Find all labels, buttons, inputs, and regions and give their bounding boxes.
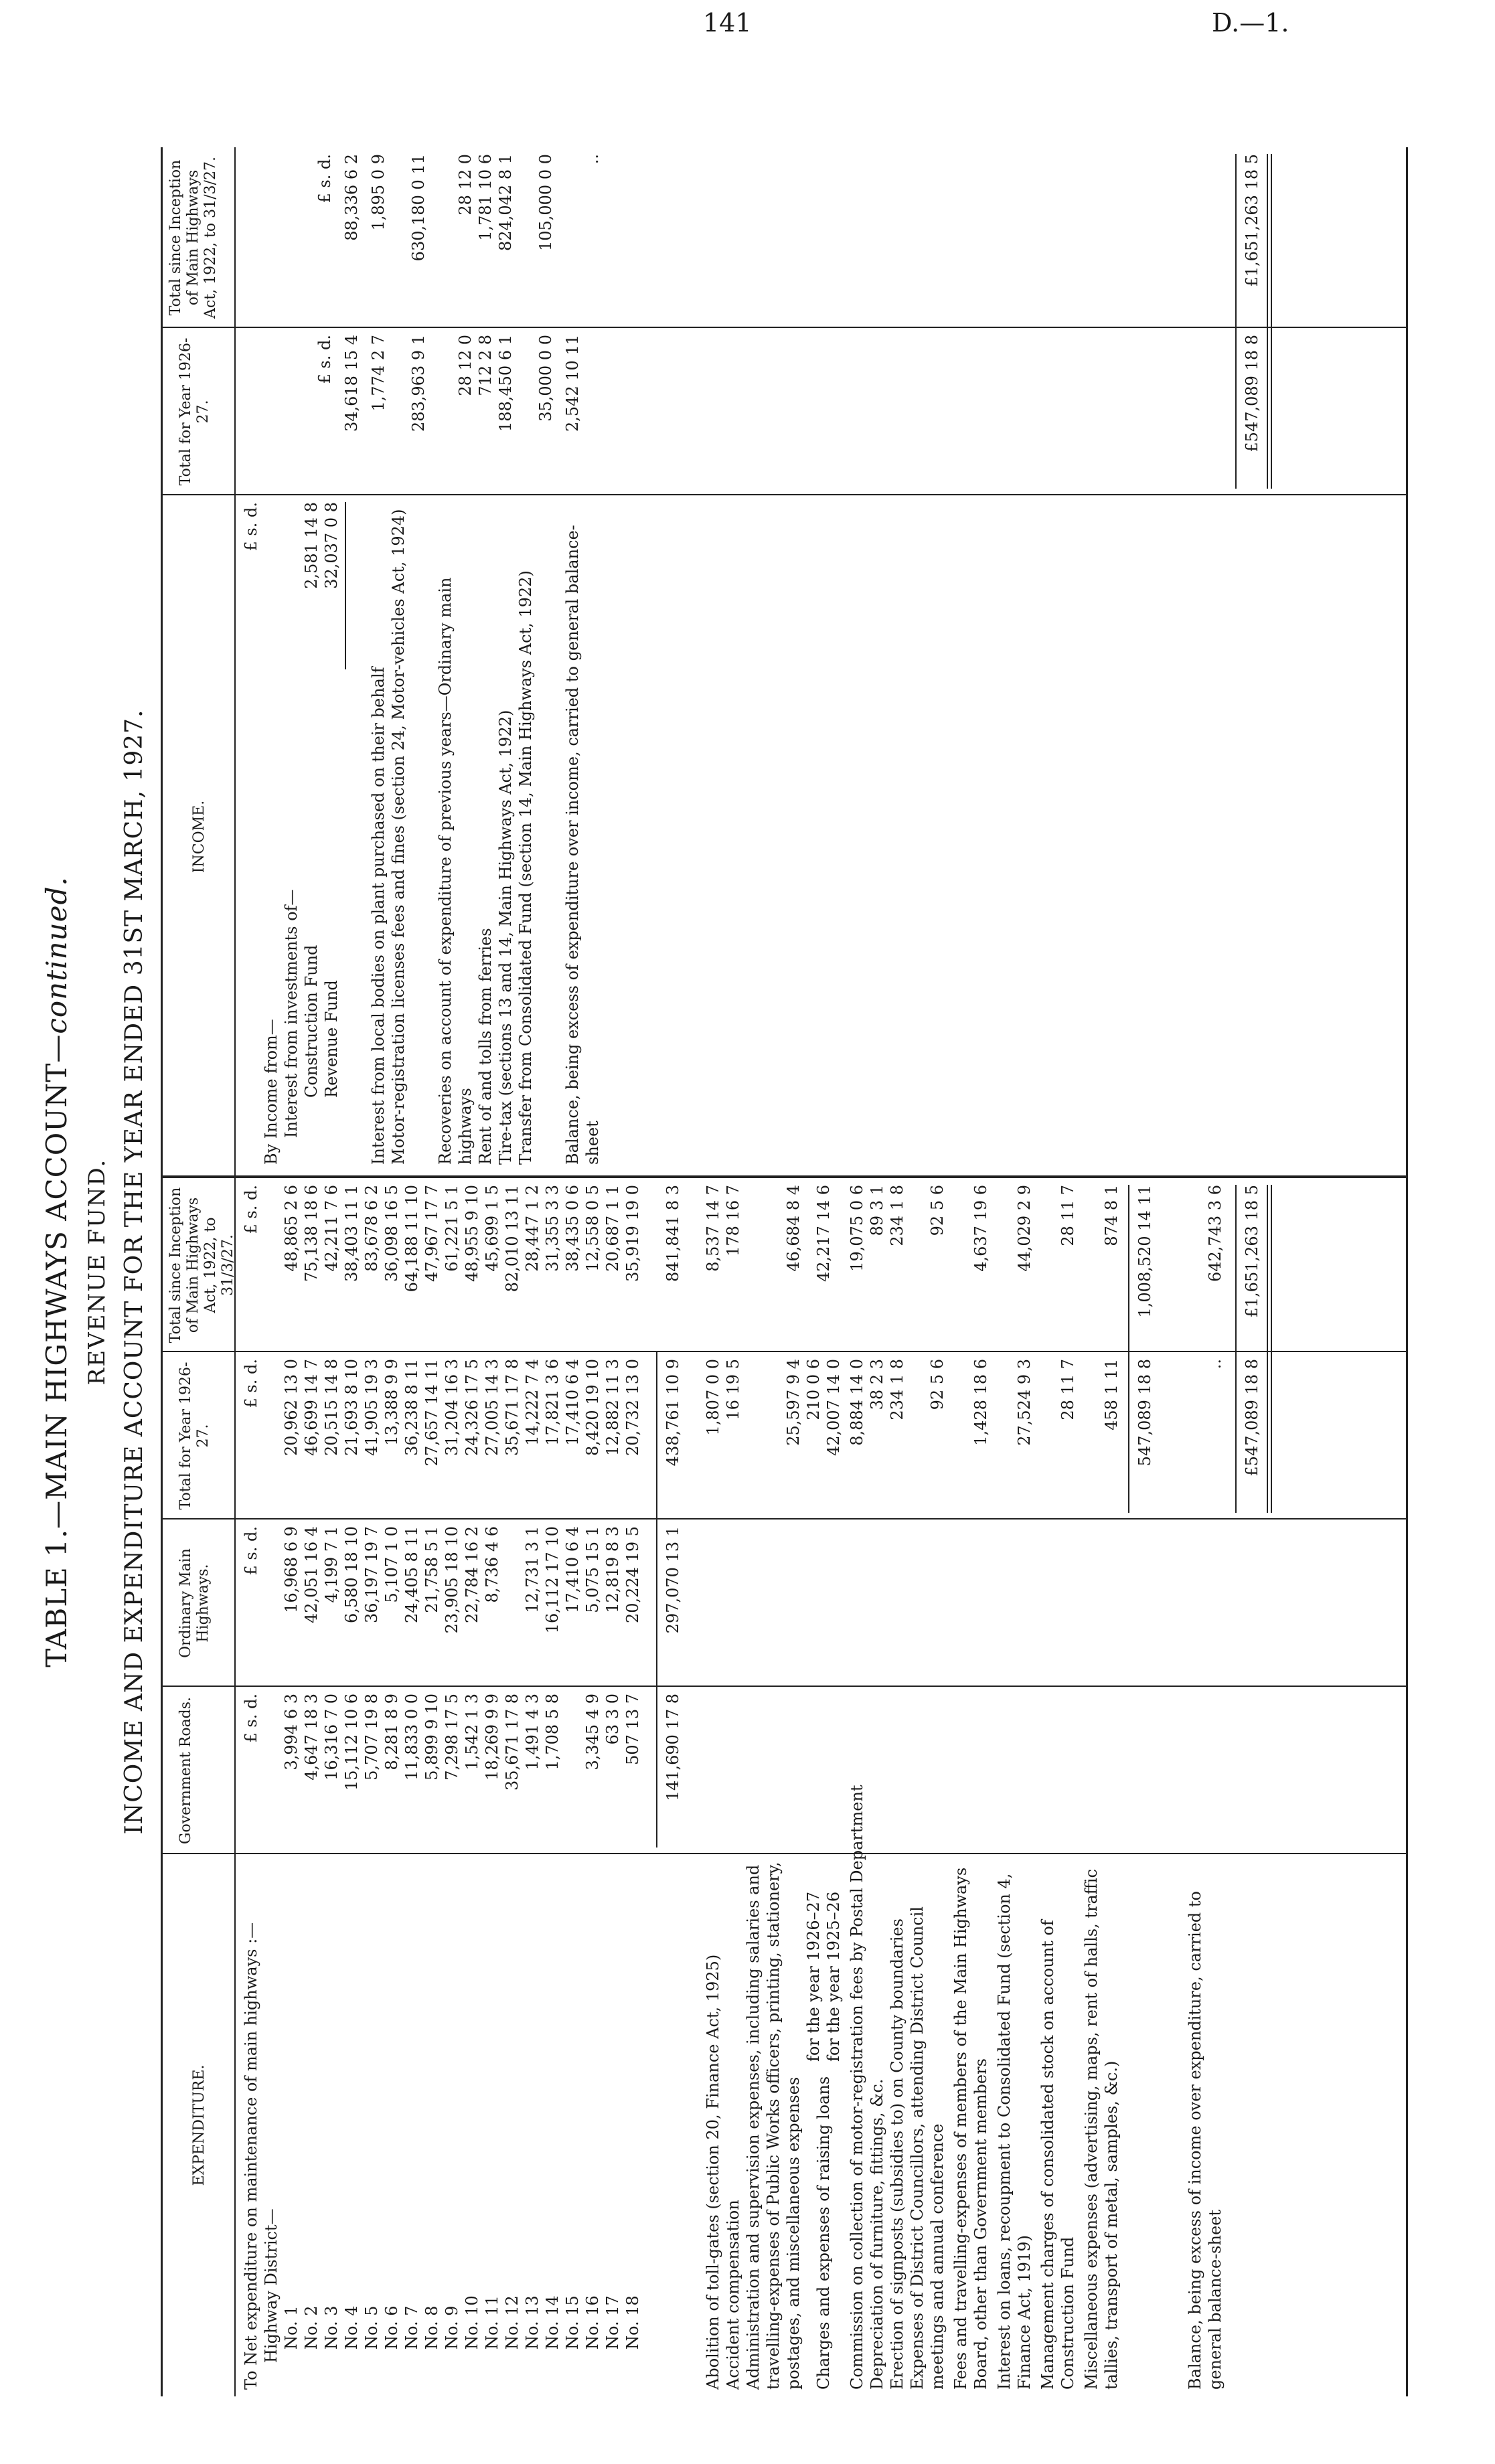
district-total-year: 27,657 14 11 — [422, 1359, 441, 1467]
income-column-header: INCOME. — [191, 800, 208, 874]
income-item-since: 824,042 8 1 — [496, 154, 515, 252]
district-ordinary-highways: 12,731 3 1 — [523, 1526, 542, 1613]
income-total-double-rule — [1267, 154, 1268, 489]
unit-header: £ s. d. — [242, 1185, 260, 1234]
district-ordinary-highways: 36,197 19 7 — [362, 1526, 381, 1624]
income-item-year: 2,542 10 11 — [563, 335, 582, 432]
district-total-year: 24,326 17 5 — [463, 1359, 481, 1457]
expenditure-item-since: 92 5 6 — [928, 1185, 947, 1236]
district-total-year: 12,882 11 3 — [603, 1359, 622, 1457]
district-total-since: 12,558 0 5 — [583, 1185, 602, 1272]
district-total-since: 38,435 0 6 — [563, 1185, 582, 1272]
district-ordinary-highways: 5,107 1 0 — [382, 1526, 401, 1603]
column-rule — [161, 494, 1406, 495]
district-government-roads: 1,708 5 8 — [543, 1694, 562, 1771]
district-government-roads: 1,542 1 3 — [463, 1694, 481, 1771]
expenditure-item-label: Commission on collection of motor-registration fees by Postal Department — [848, 1785, 866, 2390]
district-government-roads: 507 13 7 — [623, 1694, 642, 1765]
expenditure-item-since: 42,217 14 6 — [814, 1185, 833, 1283]
district-total-year: 13,388 9 9 — [382, 1359, 401, 1446]
income-item-year: 712 2 8 — [476, 335, 495, 396]
expenditure-item-year: 210 0 6 — [804, 1359, 823, 1420]
subtotal-ordinary: 297,070 13 1 — [663, 1526, 682, 1634]
income-item-year: 35,000 0 0 — [536, 335, 555, 422]
expenditure-item-label: Abolition of toll-gates (section 20, Finance Act, 1925) — [704, 1954, 722, 2390]
expenditure-item-year: 16 19 5 — [724, 1359, 742, 1420]
income-item-label: Tire-tax (sections 13 and 14, Main Highways Act, 1922) — [496, 710, 515, 1165]
expenditure-item-label: Miscellaneous expenses (advertising, maps, rent of halls, traffic tallies, transport of metal, samples, &c.) — [1082, 1869, 1121, 2390]
district-total-year: 14,222 7 4 — [523, 1359, 542, 1446]
district-total-since: 64,188 11 10 — [402, 1185, 421, 1293]
income-item-year: 28 12 0 — [456, 335, 475, 396]
district-ordinary-highways: 12,819 8 3 — [603, 1526, 622, 1613]
district-total-since: 31,355 3 3 — [543, 1185, 562, 1272]
ordinary-highways-column-header: Ordinary Main Highways. — [177, 1548, 212, 1658]
district-ordinary-highways: 4,199 7 1 — [322, 1526, 341, 1603]
district-total-since: 82,010 13 11 — [503, 1185, 522, 1293]
expenditure-item-label: Management charges of consolidated stock on account of Construction Fund — [1038, 1920, 1077, 2390]
table-bottom-rule — [1406, 147, 1408, 2396]
expenditure-balance-label: Balance, being excess of income over expenditure, carried to general balance-sheet — [1186, 1890, 1225, 2390]
district-ordinary-highways: 42,051 16 4 — [302, 1526, 321, 1624]
district-total-year: 8,420 19 10 — [583, 1359, 602, 1457]
expenditure-total-since: £1,651,263 18 5 — [1243, 1185, 1261, 1318]
column-rule — [161, 1686, 1406, 1687]
district-total-year: 31,204 16 3 — [443, 1359, 461, 1457]
government-roads-column-header: Government Roads. — [177, 1696, 194, 1845]
district-government-roads: 16,316 7 0 — [322, 1694, 341, 1781]
account-title: INCOME AND EXPENDITURE ACCOUNT FOR THE YEAR ENDED 31ST MARCH, 1927. — [121, 709, 148, 1835]
expenditure-item-year: 1,428 18 6 — [971, 1359, 990, 1446]
loan-charges-sub-label: for the year 1926–27 — [804, 1891, 823, 2062]
income-total-since-column-header: Total since Inception of Main Highways Act, 1922, to 31/3/27. — [167, 157, 219, 319]
income-interest-label: Interest from investments of— — [282, 889, 301, 1138]
expenditure-item-year: 234 1 8 — [888, 1359, 907, 1420]
district-government-roads: 5,707 19 8 — [362, 1694, 381, 1781]
column-rule — [161, 327, 1406, 328]
income-total-year-column-header: Total for Year 1926-27. — [177, 337, 212, 486]
income-total-since: £1,651,263 18 5 — [1243, 154, 1261, 287]
district-total-year: 17,821 3 6 — [543, 1359, 562, 1446]
district-total-since: 28,447 1 2 — [523, 1185, 542, 1272]
district-label: No. 11 — [483, 2295, 501, 2350]
district-total-since: 75,138 18 6 — [302, 1185, 321, 1283]
unit-header: £ s. d. — [315, 154, 334, 203]
expenditure-item-label: Fees and travelling-expenses of members of the Main Highways Board, other than Government members — [951, 1867, 990, 2390]
construction-fund-label: Construction Fund — [302, 944, 321, 1098]
district-government-roads: 3,994 6 3 — [282, 1694, 301, 1771]
expenditure-item-since: 44,029 2 9 — [1015, 1185, 1034, 1272]
expenditure-item-year: 42,007 14 0 — [824, 1359, 843, 1457]
construction-fund-amount: 2,581 14 8 — [302, 502, 321, 589]
district-total-year: 27,005 14 3 — [483, 1359, 501, 1457]
district-label: No. 16 — [583, 2295, 602, 2350]
expenditure-item-year: 38 2 3 — [868, 1359, 886, 1410]
district-total-since: 36,098 16 5 — [382, 1185, 401, 1283]
district-total-since: 83,678 6 2 — [362, 1185, 381, 1272]
income-item-since: 28 12 0 — [456, 154, 475, 216]
subtotal2-since: 1,008,520 14 11 — [1135, 1185, 1154, 1318]
expenditure-item-since: 19,075 0 6 — [848, 1185, 866, 1272]
district-ordinary-highways: 17,410 6 4 — [563, 1526, 582, 1613]
district-label: No. 6 — [382, 2305, 401, 2350]
unit-header: £ s. d. — [242, 1526, 260, 1576]
district-total-since: 35,919 19 0 — [623, 1185, 642, 1283]
revenue-fund-amount: 32,037 0 8 — [322, 502, 341, 589]
district-total-since: 42,211 7 6 — [322, 1185, 341, 1272]
expenditure-item-year: 28 11 7 — [1058, 1359, 1077, 1420]
subtotal-government: 141,690 17 8 — [663, 1694, 682, 1801]
subtotal2-year: 547,089 18 8 — [1135, 1359, 1154, 1467]
district-total-year: 20,732 13 0 — [623, 1359, 642, 1457]
district-government-roads: 8,281 8 9 — [382, 1694, 401, 1771]
income-item-since: 1,895 0 9 — [369, 154, 388, 231]
district-government-roads: 3,345 4 9 — [583, 1694, 602, 1771]
expenditure-item-since: 28 11 7 — [1058, 1185, 1077, 1246]
expenditure-item-year: 458 1 11 — [1102, 1359, 1121, 1430]
district-label: No. 9 — [443, 2305, 461, 2350]
subtotal-rule — [656, 1352, 657, 1847]
highway-district-label: Highway District— — [262, 2208, 281, 2363]
district-total-year: 21,693 8 10 — [342, 1359, 361, 1457]
income-total-rule — [1235, 154, 1237, 489]
district-label: No. 8 — [422, 2305, 441, 2350]
expenditure-item-since: 178 16 7 — [724, 1185, 742, 1256]
expenditure-item-year: 27,524 9 3 — [1015, 1359, 1034, 1446]
expenditure-item-year: 92 5 6 — [928, 1359, 947, 1410]
district-label: No. 5 — [362, 2305, 381, 2350]
expenditure-item-label: Expenses of District Councillors, attending District Council meetings and annual conference — [908, 1906, 947, 2390]
expenditure-item-label: Depreciation of furniture, fittings, &c. — [868, 2078, 886, 2390]
district-label: No. 1 — [282, 2305, 301, 2350]
district-label: No. 12 — [503, 2295, 522, 2350]
column-rule — [161, 1518, 1406, 1520]
district-total-since: 48,865 2 6 — [282, 1185, 301, 1272]
district-government-roads: 5,899 9 10 — [422, 1694, 441, 1781]
district-government-roads: 63 3 0 — [603, 1694, 622, 1745]
district-total-since: 61,221 5 1 — [443, 1185, 461, 1272]
district-ordinary-highways: 6,580 18 10 — [342, 1526, 361, 1624]
district-ordinary-highways: 20,224 19 5 — [623, 1526, 642, 1624]
expenditure-column-header: EXPENDITURE. — [191, 2064, 208, 2186]
table-title: TABLE 1.—MAIN HIGHWAYS ACCOUNT—continued. — [40, 876, 73, 1667]
rotated-table-page — [27, 134, 1433, 2410]
expenditure-item-label: Erection of signposts (subsidies to) on County boundaries — [888, 1918, 907, 2390]
district-government-roads: 11,833 0 0 — [402, 1694, 421, 1781]
expenditure-item-since: 4,637 19 6 — [971, 1185, 990, 1272]
income-total-double-rule — [1271, 154, 1272, 489]
expenditure-total-year: £547,089 18 8 — [1243, 1359, 1261, 1477]
expenditure-item-since: 8,537 14 7 — [704, 1185, 722, 1272]
district-government-roads: 15,112 10 6 — [342, 1694, 361, 1791]
district-ordinary-highways: 21,758 5 1 — [422, 1526, 441, 1613]
district-label: No. 4 — [342, 2305, 361, 2350]
subtotal-year: 438,761 10 9 — [663, 1359, 682, 1467]
district-government-roads: 35,671 17 8 — [503, 1694, 522, 1791]
expenditure-item-label: Charges and expenses of raising loans — [814, 2076, 833, 2390]
interest-total-year: 34,618 15 4 — [342, 335, 361, 432]
expenditure-item-label: Accident compensation — [724, 2200, 742, 2390]
document-reference: D.—1. — [1212, 8, 1289, 37]
total-since-column-header: Total since Inception of Main Highways Act, 1922, to 31/3/27. — [167, 1187, 236, 1343]
district-label: No. 17 — [603, 2295, 622, 2350]
district-ordinary-highways: 16,968 6 9 — [282, 1526, 301, 1613]
expenditure-item-since: 874 8 1 — [1102, 1185, 1121, 1246]
district-ordinary-highways: 24,405 8 11 — [402, 1526, 421, 1624]
district-government-roads: 4,647 18 3 — [302, 1694, 321, 1781]
income-item-label: Motor-registration licenses fees and fines (section 24, Motor-vehicles Act, 1924) — [389, 509, 408, 1165]
district-total-year: 20,515 14 8 — [322, 1359, 341, 1457]
fund-title: REVENUE FUND. — [84, 1158, 110, 1386]
district-total-since: 20,687 1 1 — [603, 1185, 622, 1272]
total-year-column-header: Total for Year 1926-27. — [177, 1362, 212, 1510]
expenditure-item-year: 8,884 14 0 — [848, 1359, 866, 1446]
district-ordinary-highways: 22,784 16 2 — [463, 1526, 481, 1624]
subtotal2-rule — [1128, 1185, 1129, 1513]
district-ordinary-highways: 23,905 18 10 — [443, 1526, 461, 1634]
interest-subtotal-rule — [345, 502, 346, 669]
district-ordinary-highways: 5,075 15 1 — [583, 1526, 602, 1613]
district-government-roads: 18,269 9 9 — [483, 1694, 501, 1781]
district-total-since: 38,403 11 1 — [342, 1185, 361, 1283]
expenditure-intro: To Net expenditure on maintenance of main highways :— — [242, 1922, 260, 2390]
district-label: No. 3 — [322, 2305, 341, 2350]
income-item-label: Balance, being excess of expenditure over income, carried to general balance-sheet — [563, 525, 602, 1165]
expenditure-balance-year: .. — [1206, 1359, 1225, 1370]
district-total-year: 46,699 14 7 — [302, 1359, 321, 1457]
page-number: 141 — [703, 8, 752, 37]
subtotal-since: 841,841 8 3 — [663, 1185, 682, 1283]
table-top-rule — [161, 147, 163, 2396]
column-rule — [161, 1351, 1406, 1352]
unit-header: £ s. d. — [315, 335, 334, 384]
district-label: No. 2 — [302, 2305, 321, 2350]
district-total-year: 36,238 8 11 — [402, 1359, 421, 1457]
income-item-label: Interest from local bodies on plant purchased on their behalf — [369, 667, 388, 1165]
income-item-since: .. — [583, 154, 602, 165]
district-label: No. 15 — [563, 2295, 582, 2350]
district-label: No. 7 — [402, 2305, 421, 2350]
district-total-year: 20,962 13 0 — [282, 1359, 301, 1457]
income-item-label: Recoveries on account of expenditure of previous years—Ordinary main highways — [436, 577, 475, 1165]
expenditure-item-label: Interest on loans, recoupment to Consolidated Fund (section 4, Finance Act, 1919) — [995, 1873, 1034, 2390]
income-item-year: 1,774 2 7 — [369, 335, 388, 412]
table-title-continued: continued. — [40, 876, 73, 1034]
district-total-year: 17,410 6 4 — [563, 1359, 582, 1446]
district-label: No. 10 — [463, 2295, 481, 2350]
district-government-roads: 7,298 17 5 — [443, 1694, 461, 1781]
expenditure-item-year: 25,597 9 4 — [784, 1359, 803, 1446]
income-by-label: By Income from— — [262, 1019, 281, 1165]
income-item-year: 188,450 6 1 — [496, 335, 515, 432]
expenditure-total-rule — [1235, 1185, 1237, 1513]
income-item-label: Rent of and tolls from ferries — [476, 928, 495, 1165]
district-total-year: 35,671 17 8 — [503, 1359, 522, 1457]
expenditure-item-since: 46,684 8 4 — [784, 1185, 803, 1272]
unit-header: £ s. d. — [242, 1694, 260, 1743]
unit-header: £ s. d. — [242, 1359, 260, 1408]
district-government-roads: 1,491 4 3 — [523, 1694, 542, 1771]
expenditure-total-double-rule — [1271, 1185, 1272, 1513]
district-ordinary-highways: 8,736 4 6 — [483, 1526, 501, 1603]
district-label: No. 14 — [543, 2295, 562, 2350]
expenditure-item-since: 234 1 8 — [888, 1185, 907, 1246]
expenditure-total-double-rule — [1267, 1185, 1268, 1513]
district-label: No. 13 — [523, 2295, 542, 2350]
expenditure-item-since: 89 3 1 — [868, 1185, 886, 1236]
district-total-year: 41,905 19 3 — [362, 1359, 381, 1457]
expenditure-item-year: 1,807 0 0 — [704, 1359, 722, 1436]
column-rule — [161, 1853, 1406, 1854]
district-total-since: 47,967 17 7 — [422, 1185, 441, 1283]
district-ordinary-highways: 16,112 17 10 — [543, 1526, 562, 1634]
district-total-since: 45,699 1 5 — [483, 1185, 501, 1272]
income-total-year: £547,089 18 8 — [1243, 335, 1261, 453]
income-item-since: 630,180 0 11 — [409, 154, 428, 262]
district-total-since: 48,955 9 10 — [463, 1185, 481, 1283]
loan-charges-sub-label: for the year 1925–26 — [824, 1891, 843, 2062]
income-item-since: 105,000 0 0 — [536, 154, 555, 252]
income-item-label: Transfer from Consolidated Fund (section 14, Main Highways Act, 1922) — [516, 570, 535, 1165]
unit-header: £ s. d. — [242, 502, 260, 552]
expenditure-balance-since: 642,743 3 6 — [1206, 1185, 1225, 1283]
column-rule-middle — [161, 1175, 1406, 1178]
income-item-year: 283,963 9 1 — [409, 335, 428, 432]
district-label: No. 18 — [623, 2295, 642, 2350]
expenditure-item-label: Administration and supervision expenses, including salaries and travelling-expenses of Public Works officers, printing, stationery, postages, and miscellaneous expenses — [744, 1862, 803, 2390]
income-item-since: 1,781 10 6 — [476, 154, 495, 241]
revenue-fund-label: Revenue Fund — [322, 980, 341, 1098]
interest-total-since: 88,336 6 2 — [342, 154, 361, 241]
